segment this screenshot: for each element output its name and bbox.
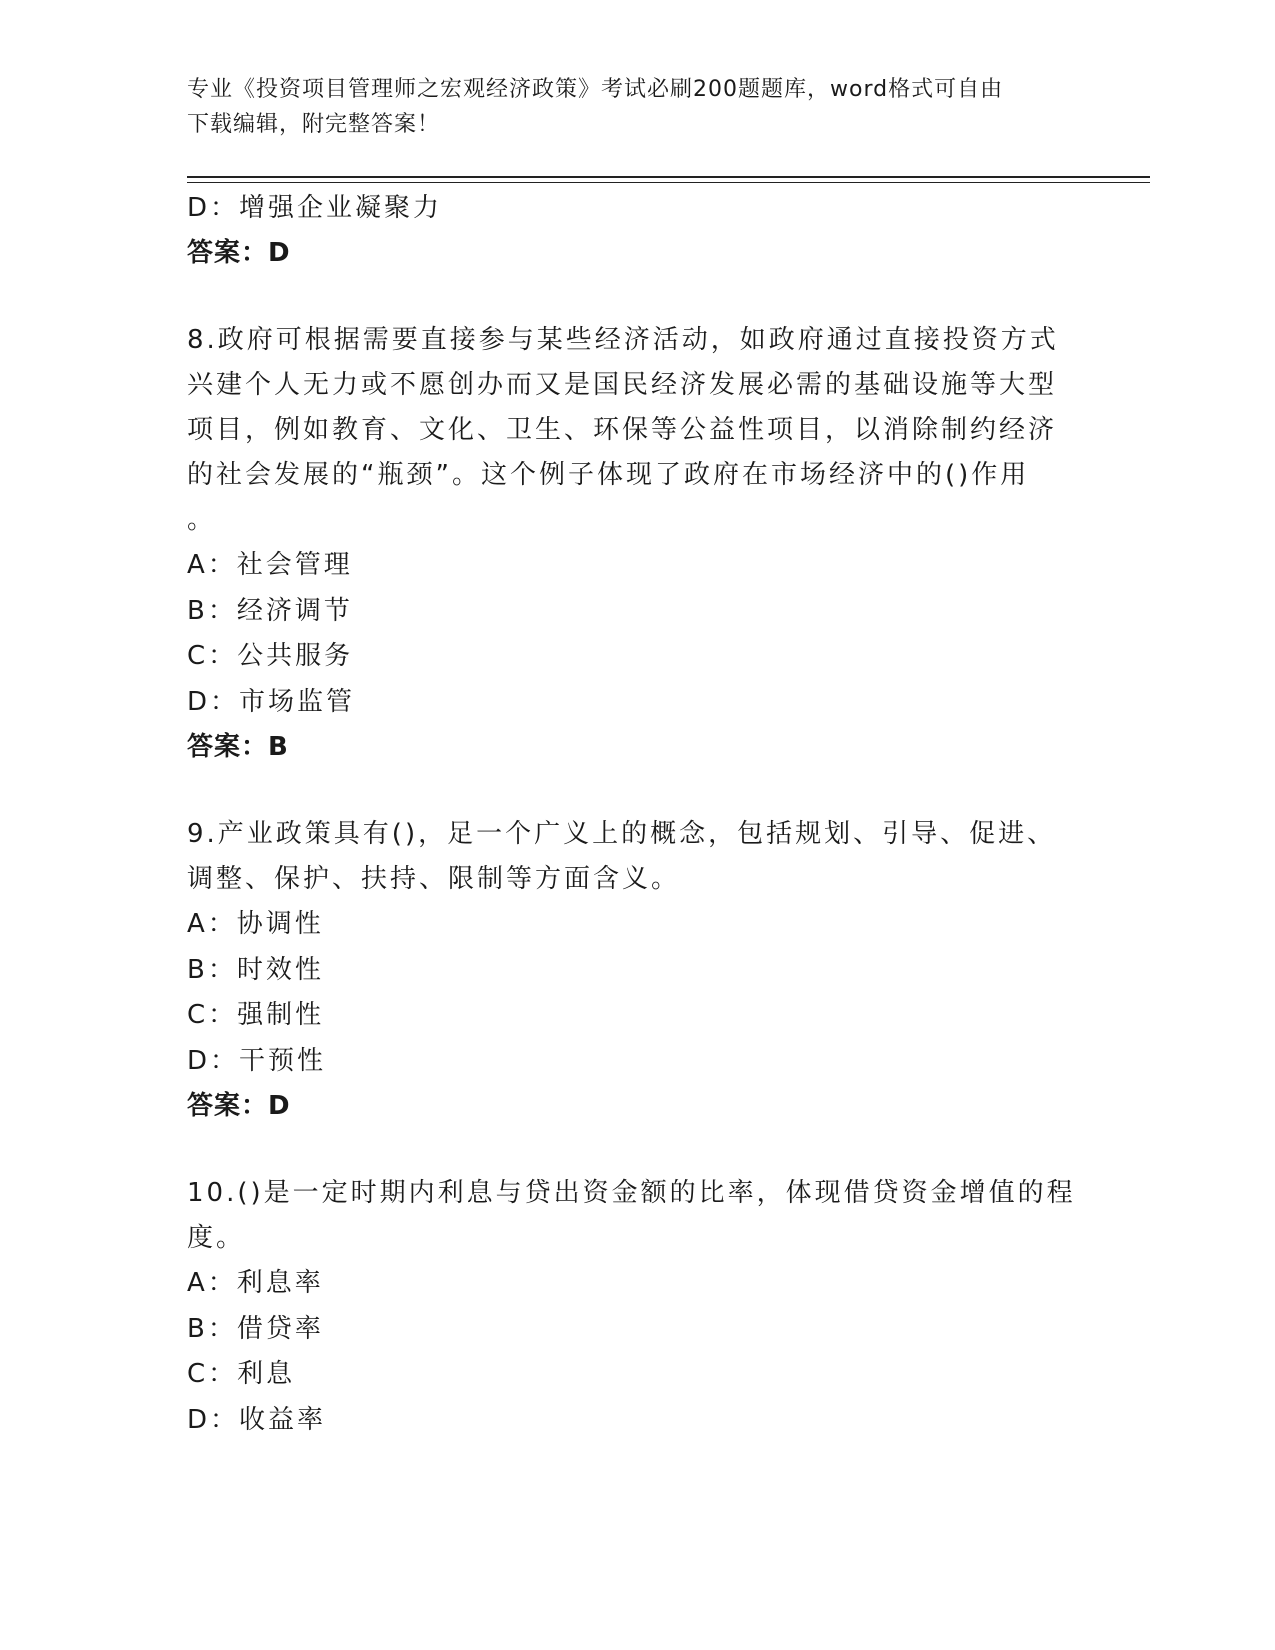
question-8 — [187, 318, 1087, 770]
option-d: D：市场监管 — [187, 686, 356, 717]
option-d: D：增强企业凝聚力 — [187, 193, 443, 223]
answer-line: 答案：B — [187, 732, 289, 762]
option-c: C：强制性 — [187, 1000, 325, 1030]
option-a: A：利息率 — [187, 1268, 324, 1298]
question-text-line: 9.产业政策具有()，足一个广义上的概念，包括规划、引导、促进、 — [187, 819, 1057, 849]
answer-line: 答案：D — [187, 1091, 291, 1121]
question-10 — [187, 1171, 1087, 1443]
option-c: C：利息 — [187, 1359, 296, 1389]
question-text-line: 。 — [187, 505, 217, 535]
option-d: D：收益率 — [187, 1404, 327, 1435]
header-line-2: 下载编辑，附完整答案！ — [187, 112, 441, 137]
question-text-line: 10.()是一定时期内利息与贷出资金额的比率，体现借贷资金增值的程 — [187, 1178, 1076, 1208]
option-a: A：社会管理 — [187, 550, 353, 580]
question-text-line: 调整、保护、扶持、限制等方面含义。 — [187, 864, 681, 894]
option-d: D：干预性 — [187, 1045, 327, 1076]
document-body — [187, 186, 1087, 1443]
header-line-1: 专业《投资项目管理师之宏观经济政策》考试必刷200题题库，word格式可自由 — [187, 77, 1004, 102]
question-text-line: 的社会发展的“瓶颈”。这个例子体现了政府在市场经济中的()作用 — [187, 460, 1030, 490]
question-text-line: 兴建个人无力或不愿创办而又是国民经济发展必需的基础设施等大型 — [187, 370, 1058, 400]
question-text-line: 度。 — [187, 1223, 246, 1253]
option-c: C：公共服务 — [187, 641, 354, 671]
option-b: B：时效性 — [187, 954, 324, 985]
question-9 — [187, 812, 1087, 1129]
answer-line: 答案：D — [187, 238, 291, 268]
page-header — [187, 72, 1067, 142]
option-b: B：经济调节 — [187, 595, 353, 626]
question-text-line: 8.政府可根据需要直接参与某些经济活动，如政府通过直接投资方式 — [187, 325, 1059, 355]
header-divider — [187, 176, 1150, 183]
question-text-line: 项目，例如教育、文化、卫生、环保等公益性项目，以消除制约经济 — [187, 415, 1058, 445]
option-b: B：借贷率 — [187, 1313, 324, 1344]
option-a: A：协调性 — [187, 909, 324, 939]
